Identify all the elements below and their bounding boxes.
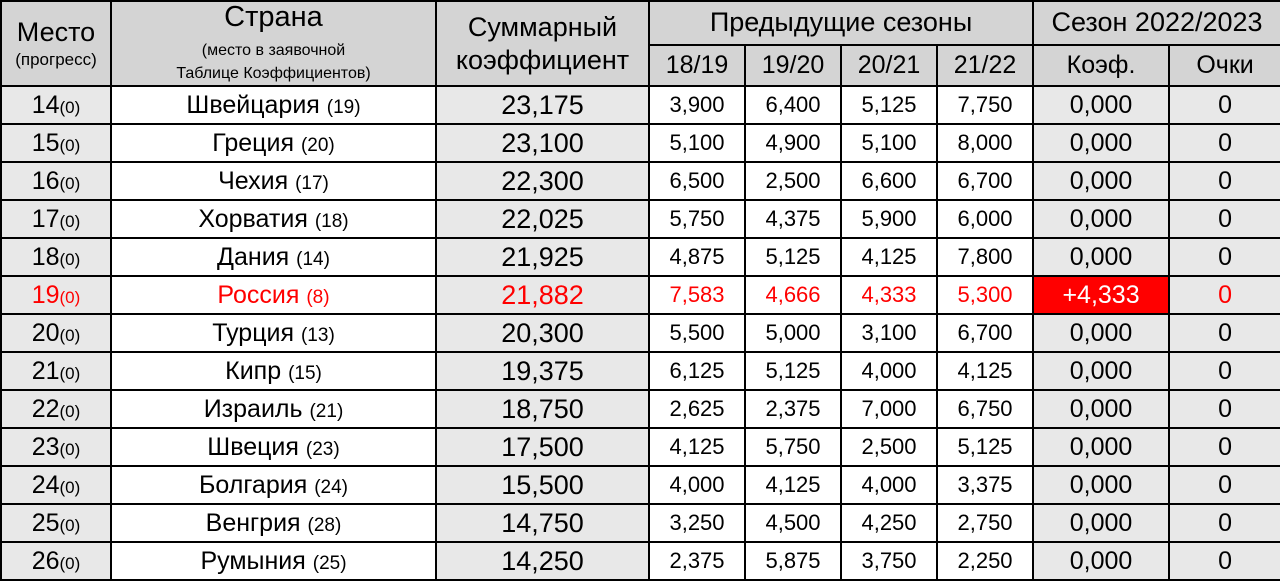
cell-season-20-21 (841, 542, 937, 580)
coefficient-value: 0,000 (1069, 242, 1133, 271)
cell-points (1169, 542, 1280, 580)
cell-season-20-21 (841, 466, 937, 504)
cell-season-20-21 (841, 390, 937, 428)
country-name: Румыния (200, 546, 306, 575)
place-number: 25 (31, 508, 60, 537)
points-value: 0 (1218, 280, 1232, 309)
cell-total-coefficient (436, 390, 649, 428)
header-row-1 (1, 1, 1280, 45)
country-name: Россия (217, 280, 300, 309)
header-place (1, 1, 111, 86)
country-rank: (14) (296, 248, 330, 270)
place-number: 22 (31, 394, 60, 423)
season-value: 6,600 (861, 168, 917, 194)
cell-current-coefficient (1033, 162, 1169, 200)
cell-season-19-20 (745, 352, 841, 390)
table-header (1, 1, 1280, 86)
points-value: 0 (1218, 242, 1232, 271)
cell-country (111, 200, 436, 238)
cell-season-18-19 (649, 504, 745, 542)
points-value: 0 (1218, 508, 1232, 537)
season-value: 7,750 (957, 92, 1013, 118)
total-value: 23,100 (501, 127, 584, 158)
cell-season-18-19 (649, 314, 745, 352)
season-value: 4,900 (765, 130, 821, 156)
cell-season-21-22 (937, 162, 1033, 200)
season-value: 6,750 (957, 396, 1013, 422)
cell-current-coefficient (1033, 124, 1169, 162)
cell-place (1, 352, 111, 390)
cell-season-20-21 (841, 428, 937, 466)
season-value: 4,666 (765, 282, 821, 308)
header-current-season: Сезон 2022/2023 (1033, 1, 1280, 45)
season-value: 5,125 (765, 358, 821, 384)
table-row (1, 504, 1280, 542)
cell-season-21-22 (937, 276, 1033, 314)
cell-season-20-21 (841, 124, 937, 162)
country-name: Дания (217, 242, 290, 271)
place-progress: (0) (59, 553, 81, 573)
cell-season-18-19 (649, 466, 745, 504)
country-name: Швеция (207, 432, 299, 461)
cell-current-coefficient (1033, 466, 1169, 504)
cell-season-20-21 (841, 162, 937, 200)
cell-place (1, 390, 111, 428)
cell-season-18-19 (649, 86, 745, 124)
total-value: 23,175 (501, 89, 584, 120)
points-value: 0 (1218, 204, 1232, 233)
cell-season-20-21 (841, 276, 937, 314)
table-row (1, 162, 1280, 200)
country-name: Чехия (218, 166, 289, 195)
season-value: 5,900 (861, 206, 917, 232)
cell-total-coefficient (436, 466, 649, 504)
cell-country (111, 238, 436, 276)
season-value: 5,750 (669, 206, 725, 232)
cell-place (1, 314, 111, 352)
cell-country (111, 466, 436, 504)
country-rank: (13) (300, 324, 335, 346)
season-value: 3,375 (957, 472, 1013, 498)
cell-season-20-21 (841, 200, 937, 238)
season-value: 2,375 (765, 396, 821, 422)
season-value: 5,875 (765, 548, 821, 574)
country-rank: (24) (314, 476, 348, 498)
cell-season-18-19 (649, 352, 745, 390)
table-row (1, 124, 1280, 162)
coefficient-value: 0,000 (1069, 90, 1133, 119)
cell-current-coefficient (1033, 86, 1169, 124)
cell-season-21-22 (937, 124, 1033, 162)
cell-season-21-22 (937, 504, 1033, 542)
cell-country (111, 314, 436, 352)
country-name: Хорватия (198, 204, 308, 233)
place-progress: (0) (59, 135, 81, 155)
cell-season-18-19 (649, 428, 745, 466)
coefficient-value: 0,000 (1069, 204, 1133, 233)
season-value: 6,000 (957, 206, 1013, 232)
season-value: 6,500 (669, 168, 725, 194)
total-value: 18,750 (501, 393, 584, 424)
cell-current-coefficient (1033, 200, 1169, 238)
table-body (1, 86, 1280, 580)
cell-total-coefficient (436, 124, 649, 162)
coefficient-value: 0,000 (1069, 394, 1133, 423)
points-value: 0 (1218, 394, 1232, 423)
header-season-18-19: 18/19 (649, 45, 745, 86)
total-value: 17,500 (501, 431, 584, 462)
cell-season-21-22 (937, 200, 1033, 238)
points-value: 0 (1218, 90, 1232, 119)
cell-points (1169, 504, 1280, 542)
cell-season-19-20 (745, 504, 841, 542)
place-number: 24 (31, 470, 60, 499)
cell-total-coefficient (436, 162, 649, 200)
coefficient-value: 0,000 (1069, 356, 1133, 385)
season-value: 2,250 (957, 548, 1013, 574)
season-value: 6,125 (669, 358, 725, 384)
cell-current-coefficient (1033, 542, 1169, 580)
season-value: 4,000 (861, 358, 917, 384)
season-value: 4,125 (765, 472, 821, 498)
country-rank: (23) (305, 438, 340, 460)
cell-season-18-19 (649, 124, 745, 162)
total-value: 19,375 (501, 355, 584, 386)
country-name: Израиль (203, 394, 303, 423)
table-row (1, 428, 1280, 466)
cell-total-coefficient (436, 86, 649, 124)
cell-season-18-19 (649, 200, 745, 238)
place-progress: (0) (59, 97, 81, 117)
total-value: 21,882 (501, 279, 584, 310)
country-name: Венгрия (205, 508, 301, 537)
place-progress: (0) (59, 477, 81, 497)
cell-season-19-20 (745, 276, 841, 314)
cell-country (111, 352, 436, 390)
cell-place (1, 162, 111, 200)
place-progress: (0) (59, 325, 81, 345)
header-country-sublabel-line2: Таблице Коэффициентов) (176, 65, 371, 83)
header-country (111, 1, 436, 86)
cell-season-21-22 (937, 86, 1033, 124)
place-number: 19 (31, 280, 60, 309)
coefficient-value: 0,000 (1069, 546, 1133, 575)
season-value: 4,000 (861, 472, 917, 498)
cell-current-coefficient (1033, 314, 1169, 352)
season-value: 6,700 (957, 320, 1013, 346)
place-number: 14 (31, 90, 60, 119)
points-value: 0 (1218, 166, 1232, 195)
season-value: 6,400 (765, 92, 821, 118)
country-rank: (25) (312, 552, 347, 574)
cell-place (1, 428, 111, 466)
season-value: 8,000 (957, 130, 1013, 156)
place-number: 18 (31, 242, 60, 271)
country-name: Швейцария (186, 90, 320, 119)
header-total-coefficient (436, 1, 649, 86)
season-value: 5,125 (765, 244, 821, 270)
total-value: 22,300 (501, 165, 584, 196)
cell-season-19-20 (745, 238, 841, 276)
coefficient-value: 0,000 (1069, 508, 1133, 537)
season-value: 2,500 (861, 434, 917, 460)
country-name: Болгария (199, 470, 308, 499)
header-country-label: Страна (224, 1, 323, 33)
cell-points (1169, 162, 1280, 200)
season-value: 5,300 (957, 282, 1013, 308)
header-season-19-20: 19/20 (745, 45, 841, 86)
season-value: 3,250 (669, 510, 725, 536)
cell-total-coefficient (436, 276, 649, 314)
cell-season-18-19 (649, 542, 745, 580)
coefficient-value: 0,000 (1069, 128, 1133, 157)
cell-country (111, 86, 436, 124)
coefficient-value: 0,000 (1069, 166, 1133, 195)
season-value: 4,500 (765, 510, 821, 536)
total-value: 21,925 (501, 241, 584, 272)
season-value: 2,750 (957, 510, 1013, 536)
header-points: Очки (1169, 45, 1280, 86)
cell-season-19-20 (745, 466, 841, 504)
cell-season-21-22 (937, 352, 1033, 390)
coefficient-value: 0,000 (1069, 470, 1133, 499)
cell-total-coefficient (436, 428, 649, 466)
cell-season-19-20 (745, 86, 841, 124)
season-value: 2,625 (669, 396, 725, 422)
season-value: 4,250 (861, 510, 917, 536)
season-value: 7,583 (669, 282, 725, 308)
cell-points (1169, 276, 1280, 314)
place-progress: (0) (59, 515, 81, 535)
header-place-label: Место (16, 17, 96, 48)
season-value: 5,500 (669, 320, 725, 346)
season-value: 4,000 (669, 472, 725, 498)
place-number: 16 (31, 166, 60, 195)
place-progress: (0) (59, 363, 81, 383)
cell-season-18-19 (649, 238, 745, 276)
cell-total-coefficient (436, 314, 649, 352)
place-progress: (0) (59, 287, 81, 307)
cell-place (1, 86, 111, 124)
cell-points (1169, 352, 1280, 390)
cell-country (111, 542, 436, 580)
place-number: 26 (31, 546, 60, 575)
cell-season-21-22 (937, 542, 1033, 580)
cell-current-coefficient (1033, 504, 1169, 542)
cell-season-19-20 (745, 124, 841, 162)
table-row (1, 86, 1280, 124)
cell-season-19-20 (745, 390, 841, 428)
table-row (1, 276, 1280, 314)
header-season-21-22: 21/22 (937, 45, 1033, 86)
cell-season-18-19 (649, 390, 745, 428)
season-value: 7,800 (957, 244, 1013, 270)
country-rank: (8) (306, 286, 330, 308)
season-value: 4,125 (669, 434, 725, 460)
total-value: 20,300 (501, 317, 584, 348)
cell-season-19-20 (745, 162, 841, 200)
header-total-line2: коэффициент (455, 44, 630, 75)
cell-country (111, 162, 436, 200)
cell-season-19-20 (745, 314, 841, 352)
header-place-sublabel: (прогресс) (15, 50, 97, 70)
table-row (1, 542, 1280, 580)
cell-country (111, 428, 436, 466)
country-name: Турция (212, 318, 295, 347)
cell-place (1, 466, 111, 504)
season-value: 5,100 (669, 130, 725, 156)
cell-place (1, 238, 111, 276)
table-row (1, 352, 1280, 390)
cell-place (1, 542, 111, 580)
cell-points (1169, 238, 1280, 276)
season-value: 4,125 (861, 244, 917, 270)
cell-points (1169, 86, 1280, 124)
cell-country (111, 124, 436, 162)
place-progress: (0) (59, 401, 81, 421)
country-rank: (15) (288, 362, 322, 384)
header-total-line1: Суммарный (467, 12, 618, 43)
cell-season-21-22 (937, 314, 1033, 352)
cell-total-coefficient (436, 352, 649, 390)
country-rank: (19) (326, 96, 361, 118)
cell-current-coefficient (1033, 390, 1169, 428)
season-value: 4,875 (669, 244, 725, 270)
place-progress: (0) (59, 439, 81, 459)
table-row (1, 314, 1280, 352)
cell-season-20-21 (841, 86, 937, 124)
cell-season-21-22 (937, 238, 1033, 276)
place-progress: (0) (59, 249, 81, 269)
coefficient-value: 0,000 (1069, 432, 1133, 461)
season-value: 5,100 (861, 130, 917, 156)
cell-total-coefficient (436, 238, 649, 276)
cell-season-20-21 (841, 352, 937, 390)
cell-season-20-21 (841, 314, 937, 352)
points-value: 0 (1218, 546, 1232, 575)
cell-season-19-20 (745, 428, 841, 466)
country-name: Кипр (225, 356, 282, 385)
cell-points (1169, 124, 1280, 162)
coefficient-value: +4,333 (1062, 280, 1140, 309)
cell-season-19-20 (745, 542, 841, 580)
cell-total-coefficient (436, 504, 649, 542)
season-value: 5,750 (765, 434, 821, 460)
total-value: 14,750 (501, 507, 584, 538)
season-value: 3,100 (861, 320, 917, 346)
cell-place (1, 124, 111, 162)
table-row (1, 466, 1280, 504)
points-value: 0 (1218, 128, 1232, 157)
points-value: 0 (1218, 318, 1232, 347)
header-country-sublabel-line1: (место в заявочной (201, 41, 346, 59)
cell-current-coefficient (1033, 238, 1169, 276)
place-number: 17 (31, 204, 60, 233)
season-value: 5,000 (765, 320, 821, 346)
cell-country (111, 276, 436, 314)
cell-season-18-19 (649, 276, 745, 314)
cell-season-20-21 (841, 504, 937, 542)
country-rank: (17) (295, 172, 329, 194)
cell-total-coefficient (436, 200, 649, 238)
season-value: 5,125 (957, 434, 1013, 460)
points-value: 0 (1218, 432, 1232, 461)
points-value: 0 (1218, 356, 1232, 385)
place-progress: (0) (59, 173, 81, 193)
points-value: 0 (1218, 470, 1232, 499)
season-value: 3,750 (861, 548, 917, 574)
cell-points (1169, 200, 1280, 238)
cell-place (1, 276, 111, 314)
season-value: 5,125 (861, 92, 917, 118)
header-previous-seasons: Предыдущие сезоны (649, 1, 1033, 45)
season-value: 7,000 (861, 396, 917, 422)
cell-current-coefficient (1033, 428, 1169, 466)
cell-season-21-22 (937, 390, 1033, 428)
cell-season-21-22 (937, 428, 1033, 466)
place-progress: (0) (59, 211, 81, 231)
total-value: 22,025 (501, 203, 584, 234)
cell-country (111, 390, 436, 428)
header-season-20-21: 20/21 (841, 45, 937, 86)
cell-place (1, 504, 111, 542)
country-rank: (21) (309, 400, 344, 422)
country-rank: (28) (307, 514, 342, 536)
place-number: 21 (31, 356, 60, 385)
cell-current-coefficient (1033, 352, 1169, 390)
season-value: 4,333 (861, 282, 917, 308)
cell-points (1169, 428, 1280, 466)
header-coefficient: Коэф. (1033, 45, 1169, 86)
season-value: 2,375 (669, 548, 725, 574)
cell-current-coefficient (1033, 276, 1169, 314)
country-name: Греция (212, 128, 294, 157)
cell-season-19-20 (745, 200, 841, 238)
total-value: 15,500 (501, 469, 584, 500)
cell-total-coefficient (436, 542, 649, 580)
season-value: 4,125 (957, 358, 1013, 384)
cell-country (111, 504, 436, 542)
table-row (1, 200, 1280, 238)
table-row (1, 238, 1280, 276)
country-rank: (18) (314, 210, 349, 232)
season-value: 2,500 (765, 168, 821, 194)
cell-season-21-22 (937, 466, 1033, 504)
place-number: 15 (31, 128, 60, 157)
season-value: 6,700 (957, 168, 1013, 194)
total-value: 14,250 (501, 545, 584, 576)
cell-points (1169, 466, 1280, 504)
cell-season-18-19 (649, 162, 745, 200)
cell-points (1169, 314, 1280, 352)
cell-place (1, 200, 111, 238)
coefficient-value: 0,000 (1069, 318, 1133, 347)
table-row (1, 390, 1280, 428)
cell-season-20-21 (841, 238, 937, 276)
place-number: 23 (31, 432, 60, 461)
season-value: 4,375 (765, 206, 821, 232)
season-value: 3,900 (669, 92, 725, 118)
country-rank: (20) (300, 134, 335, 156)
cell-points (1169, 390, 1280, 428)
place-number: 20 (31, 318, 60, 347)
